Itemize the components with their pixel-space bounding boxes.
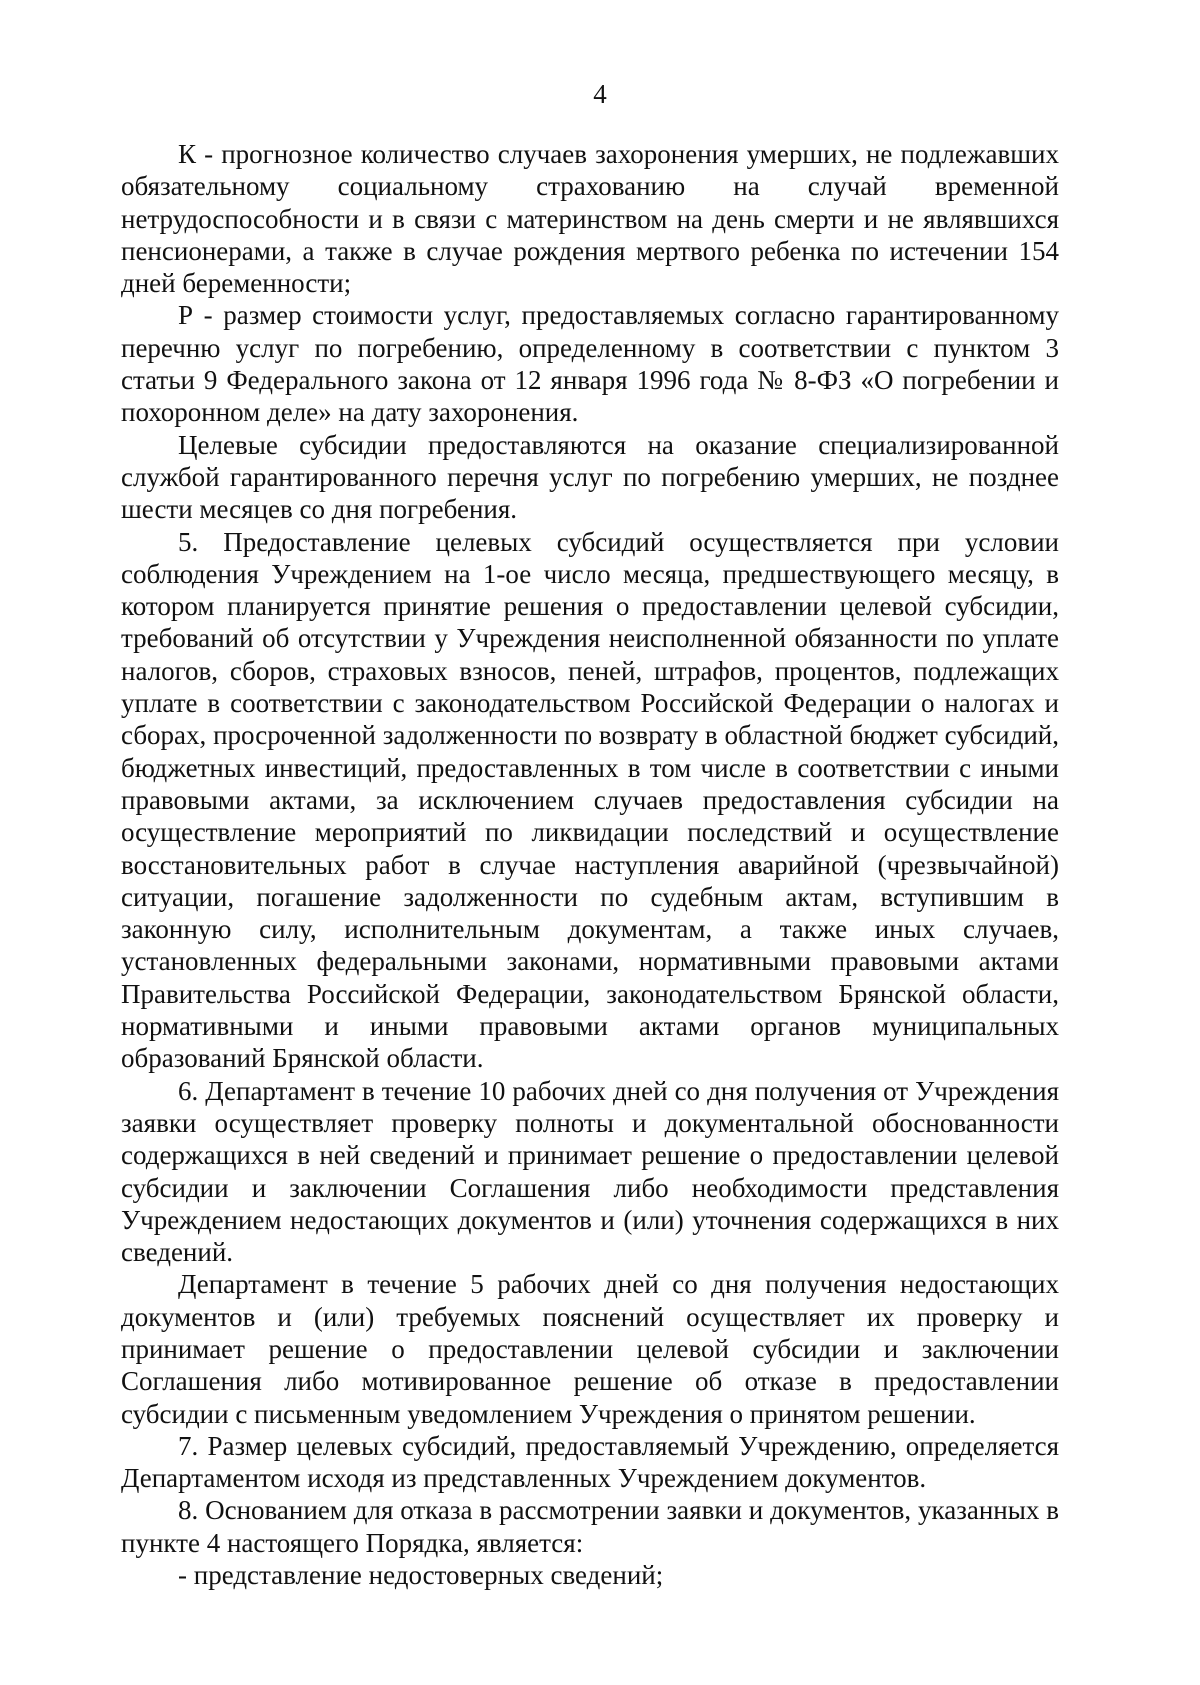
paragraph-subsidy-purpose: Целевые субсидии предоставляются на оказание специализированной службой гарантированного перечня услуг по погребению умерших, не позднее шести месяцев со дня погребения. (121, 429, 1059, 525)
paragraph-item-6-continued: Департамент в течение 5 рабочих дней со дня получения недостающих документов и (или) требуемых пояснений осуществляет их проверку и принимает решение о предоставлении целевой субсидии и заключении Соглашения либо мотивированное решение об отказе в предоставлении субсидии с письменным уведомлением Учреждения о принятом решении. (121, 1269, 1059, 1429)
page-number: 4 (593, 79, 607, 109)
document-body (121, 138, 1059, 1591)
paragraph-item-6: 6. Департамент в течение 10 рабочих дней со дня получения от Учреждения заявки осуществляет проверку полноты и документальной обоснованности содержащихся в ней сведений и принимает решение о предоставлении целевой субсидии и заключении Соглашения либо необходимости представления Учреждением недостающих документов и (или) уточнения содержащихся в них сведений. (121, 1075, 1059, 1268)
paragraph-item-5: 5. Предоставление целевых субсидий осуществляется при условии соблюдения Учреждением на 1-ое число месяца, предшествующего месяцу, в котором планируется принятие решения о предоставлении целевой субсидии, требований об отсутствии у Учреждения неисполненной обязанности по уплате налогов, сборов, страховых взносов, пеней, штрафов, процентов, подлежащих уплате в соответствии с законодательством Российской Федерации о налогах и сборах, просроченной задолженности по возврату в областной бюджет субсидий, бюджетных инвестиций, предоставленных в том числе в соответствии с иными правовыми актами, за исключением случаев предоставления субсидии на осуществление мероприятий по ликвидации последствий и осуществление восстановительных работ в случае наступления аварийной (чрезвычайной) ситуации, погашение задолженности по судебным актам, вступившим в законную силу, исполнительным документам, а также иных случаев, установленных федеральными законами, нормативными правовыми актами Правительства Российской Федерации, законодательством Брянской области, нормативными и иными правовыми актами органов муниципальных образований Брянской области. (121, 526, 1059, 1074)
paragraph-item-8: 8. Основанием для отказа в рассмотрении заявки и документов, указанных в пункте 4 настоящего Порядка, является: (121, 1495, 1059, 1558)
paragraph-item-7: 7. Размер целевых субсидий, предоставляемый Учреждению, определяется Департаментом исходя из представленных Учреждением документов. (121, 1430, 1059, 1494)
paragraph-k-definition: К - прогнозное количество случаев захоронения умерших, не подлежавших обязательному социальному страхованию на случай временной нетрудоспособности и в связи с материнством на день смерти и не являвшихся пенсионерами, а также в случае рождения мертвого ребенка по истечении 154 дней беременности; (121, 139, 1059, 299)
paragraph-item-8-bullet: - представление недостоверных сведений; (178, 1560, 664, 1591)
paragraph-p-definition: Р - размер стоимости услуг, предоставляемых согласно гарантированному перечню услуг по погребению, определенному в соответствии с пунктом 3 статьи 9 Федерального закона от 12 января 1996 года № 8-ФЗ «О погребении и похоронном деле» на дату захоронения. (121, 300, 1059, 428)
